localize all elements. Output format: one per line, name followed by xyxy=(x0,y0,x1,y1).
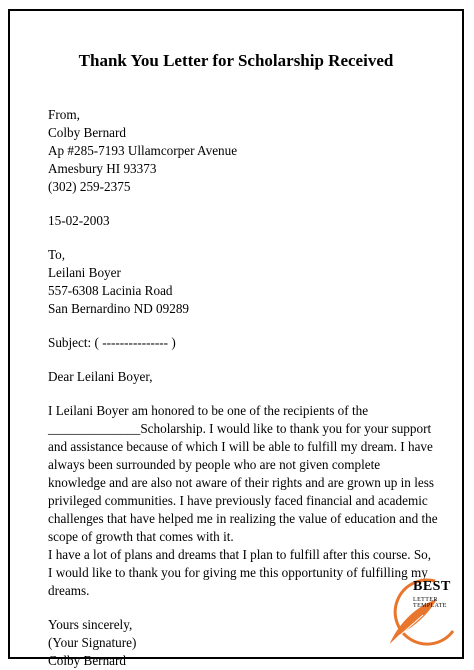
subject-line: Subject: ( --------------- ) xyxy=(48,335,176,350)
recipient-name: Leilani Boyer xyxy=(48,265,121,280)
body-line: and assistance because of which I will be able to fulfill my dream. I have xyxy=(48,439,433,454)
body-line: knowledge and are also not aware of their rights and are grown up in less xyxy=(48,475,434,490)
logo-word: BEST xyxy=(413,579,451,594)
recipient-address-line-2: San Bernardino ND 09289 xyxy=(48,301,190,316)
body-line: privileged communities. I have previously faced financial and academic xyxy=(48,493,428,508)
body-line: challenges that have helped me in realizing the value of education and the xyxy=(48,511,438,526)
sender-name: Colby Bernard xyxy=(48,125,127,140)
best-letter-template-logo xyxy=(375,573,470,653)
body-line: dreams. xyxy=(48,583,90,598)
signature-placeholder: (Your Signature) xyxy=(48,635,137,650)
salutation: Dear Leilani Boyer, xyxy=(48,369,153,384)
letter-page xyxy=(8,9,464,668)
recipient-address-line-1: 557-6308 Lacinia Road xyxy=(48,283,173,298)
sender-address-line-1: Ap #285-7193 Ullamcorper Avenue xyxy=(48,143,238,158)
body-line: I Leilani Boyer am honored to be one of the recipients of the xyxy=(48,403,369,418)
body-line: I would like to thank you for giving me this opportunity of fulfilling my xyxy=(48,565,428,580)
body-line: I have a lot of plans and dreams that I plan to fulfill after this course. So, xyxy=(48,547,432,562)
body-line: always been surrounded by people who are not given complete xyxy=(48,457,381,472)
sender-address-line-2: Amesbury HI 93373 xyxy=(48,161,157,176)
closing: Yours sincerely, xyxy=(48,617,133,632)
body-line: ______________Scholarship. I would like to thank you for your support xyxy=(48,421,432,436)
sender-phone: (302) 259-2375 xyxy=(48,179,131,194)
body-line: scope of growth that comes with it. xyxy=(48,529,234,544)
to-label: To, xyxy=(48,247,66,262)
document-title: Thank You Letter for Scholarship Received xyxy=(78,51,394,70)
letter-date: 15-02-2003 xyxy=(48,213,110,228)
signer-name: Colby Bernard xyxy=(48,653,127,668)
logo-subtitle: LETTER TEMPLATE xyxy=(413,597,447,609)
from-label: From, xyxy=(48,107,80,122)
